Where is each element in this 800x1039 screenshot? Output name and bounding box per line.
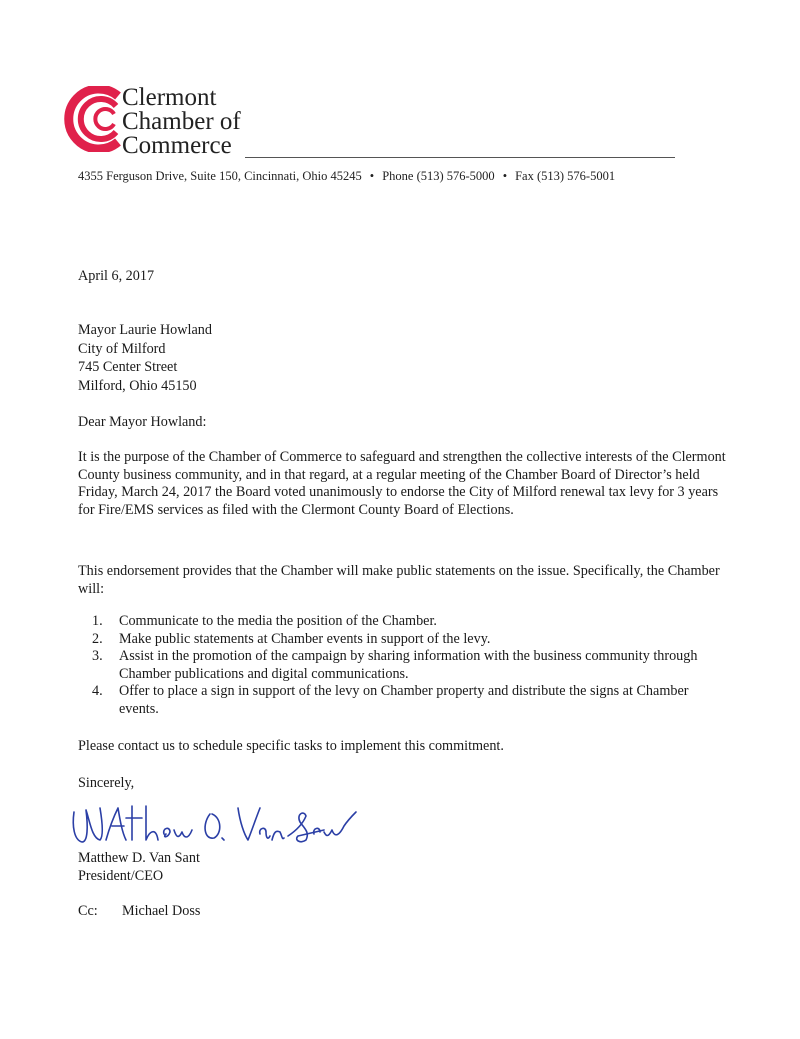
list-item [92, 631, 722, 649]
salutation: Dear Mayor Howland: [78, 414, 207, 430]
recipient-line: City of Milford [78, 340, 166, 357]
address: 4355 Ferguson Drive, Suite 150, Cincinnati, Ohio 45245 [78, 169, 362, 183]
paragraph-contact: Please contact us to schedule specific tasks to implement this commitment. [78, 738, 504, 754]
paragraph-purpose: It is the purpose of the Chamber of Commerce to safeguard and strengthen the collective interests of the Clermont County business community, and in that regard, at a regular meeting of the Chamber Board of Director’s held Friday, March 24, 2017 the Board voted unanimously to endorse the City of Milford renewal tax levy for 3 years for Fire/EMS services as filed with the Clermont County Board of Elections. [78, 449, 726, 518]
list-item [92, 683, 722, 718]
paragraph-endorsement: This endorsement provides that the Chamber will make public statements on the issue. Specifically, the Chamber will: [78, 563, 720, 597]
recipient-line: 745 Center Street [78, 359, 178, 375]
org-name-line3: Commerce [122, 132, 232, 159]
recipient-block [78, 322, 212, 396]
phone: Phone (513) 576-5000 [382, 169, 495, 183]
signoff: Sincerely, [78, 775, 135, 791]
letterhead-contact-line [78, 169, 718, 184]
signer-name: Matthew D. Van Sant [78, 850, 200, 866]
org-name-line2: Chamber of [122, 108, 241, 135]
signature-icon [62, 796, 362, 852]
list-text: Make public statements at Chamber events in support of the levy. [119, 630, 491, 647]
cc-name: Michael Doss [122, 903, 201, 919]
separator: • [369, 169, 375, 183]
fax: Fax (513) 576-5001 [515, 169, 616, 183]
list-text: Communicate to the media the position of the Chamber. [119, 613, 437, 629]
cc-label: Cc: [78, 903, 98, 919]
list-text: Offer to place a sign in support of the levy on Chamber property and distribute the signs at Chamber events. [119, 683, 689, 717]
recipient-line: Milford, Ohio 45150 [78, 377, 197, 394]
list-number: 1. [92, 613, 103, 629]
recipient-line: Mayor Laurie Howland [78, 322, 212, 338]
separator: • [502, 169, 508, 183]
list-number: 4. [92, 683, 103, 699]
list-number: 3. [92, 648, 103, 664]
letterhead-rule [245, 157, 675, 158]
signer-title: President/CEO [78, 868, 164, 884]
commitment-list [92, 613, 722, 718]
list-item [92, 613, 722, 631]
list-item [92, 648, 722, 683]
list-number: 2. [92, 630, 103, 647]
org-name-line1: Clermont [122, 84, 217, 111]
chamber-logo-icon [60, 86, 126, 152]
letter-date: April 6, 2017 [78, 268, 155, 284]
list-text: Assist in the promotion of the campaign by sharing information with the business community through Chamber publications and digital communications. [119, 648, 698, 682]
org-name [122, 86, 241, 158]
cc-line [78, 903, 200, 921]
